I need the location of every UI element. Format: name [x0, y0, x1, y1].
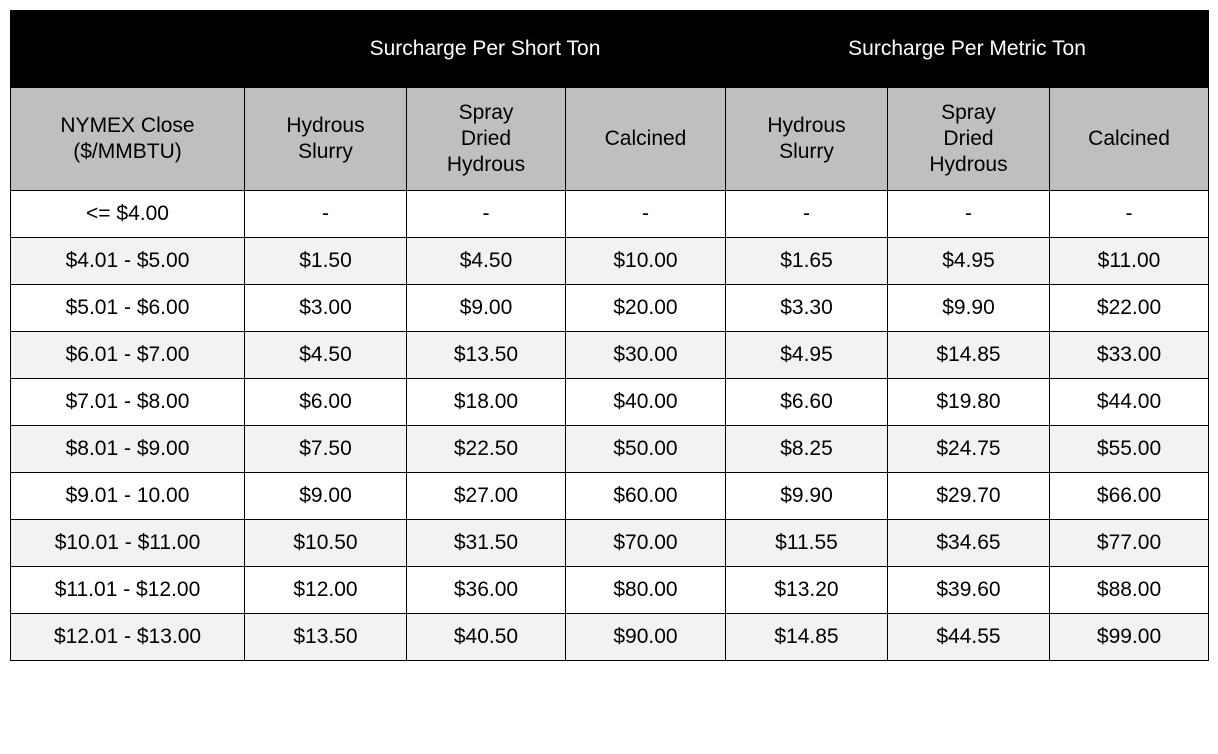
surcharge-cell: $14.85: [726, 614, 888, 661]
surcharge-cell: $3.00: [245, 285, 407, 332]
surcharge-cell: $12.00: [245, 567, 407, 614]
group-header-row: [11, 11, 1209, 88]
surcharge-cell: $6.00: [245, 379, 407, 426]
column-header-metric-calcined: [1050, 88, 1209, 191]
column-header-line: Hydrous: [286, 114, 365, 137]
surcharge-cell: $27.00: [407, 473, 566, 520]
surcharge-cell: $20.00: [566, 285, 726, 332]
surcharge-cell: $31.50: [407, 520, 566, 567]
group-header-short-ton: Surcharge Per Short Ton: [245, 11, 726, 88]
column-header-line: Dried: [943, 127, 994, 150]
surcharge-cell: $13.50: [245, 614, 407, 661]
table-row: [11, 379, 1209, 426]
surcharge-cell: -: [1050, 191, 1209, 238]
surcharge-cell: $22.00: [1050, 285, 1209, 332]
surcharge-cell: $11.00: [1050, 238, 1209, 285]
surcharge-cell: $3.30: [726, 285, 888, 332]
table-row: [11, 238, 1209, 285]
surcharge-cell: $13.20: [726, 567, 888, 614]
surcharge-cell: $30.00: [566, 332, 726, 379]
column-header-line: ($/MMBTU): [73, 140, 182, 163]
table-row: [11, 285, 1209, 332]
surcharge-cell: $14.85: [888, 332, 1050, 379]
surcharge-cell: $8.25: [726, 426, 888, 473]
surcharge-cell: $44.55: [888, 614, 1050, 661]
group-header-metric-ton: Surcharge Per Metric Ton: [726, 11, 1209, 88]
column-header-line: Spray: [941, 101, 996, 124]
surcharge-cell: $4.50: [245, 332, 407, 379]
surcharge-cell: $24.75: [888, 426, 1050, 473]
surcharge-cell: $66.00: [1050, 473, 1209, 520]
nymex-range-cell: $7.01 - $8.00: [11, 379, 245, 426]
surcharge-cell: $4.50: [407, 238, 566, 285]
column-header-line: Calcined: [604, 127, 687, 150]
column-header-short-spray-dried-hydrous: [407, 88, 566, 191]
surcharge-cell: $33.00: [1050, 332, 1209, 379]
surcharge-cell: $1.50: [245, 238, 407, 285]
table-row: [11, 426, 1209, 473]
column-header-line: Dried: [460, 127, 512, 150]
surcharge-cell: $19.80: [888, 379, 1050, 426]
surcharge-cell: $1.65: [726, 238, 888, 285]
surcharge-cell: $88.00: [1050, 567, 1209, 614]
nymex-range-cell: $5.01 - $6.00: [11, 285, 245, 332]
table-row: [11, 332, 1209, 379]
surcharge-cell: $9.90: [888, 285, 1050, 332]
surcharge-cell: -: [407, 191, 566, 238]
table-row: [11, 614, 1209, 661]
nymex-range-cell: $8.01 - $9.00: [11, 426, 245, 473]
surcharge-cell: -: [566, 191, 726, 238]
surcharge-cell: $7.50: [245, 426, 407, 473]
group-header-blank: [11, 11, 245, 88]
surcharge-cell: $90.00: [566, 614, 726, 661]
surcharge-cell: $77.00: [1050, 520, 1209, 567]
surcharge-cell: $44.00: [1050, 379, 1209, 426]
surcharge-cell: $10.50: [245, 520, 407, 567]
column-header-nymex-close: [11, 88, 245, 191]
table-body: [11, 191, 1209, 661]
surcharge-cell: $36.00: [407, 567, 566, 614]
surcharge-cell: $70.00: [566, 520, 726, 567]
column-header-line: NYMEX Close: [60, 114, 195, 137]
column-header-line: Hydrous: [929, 153, 1008, 176]
column-header-line: Spray: [458, 101, 514, 124]
surcharge-cell: $40.50: [407, 614, 566, 661]
surcharge-cell: $10.00: [566, 238, 726, 285]
nymex-range-cell: <= $4.00: [11, 191, 245, 238]
table-row: [11, 567, 1209, 614]
surcharge-cell: $4.95: [726, 332, 888, 379]
surcharge-cell: $60.00: [566, 473, 726, 520]
column-header-line: Slurry: [298, 140, 353, 163]
column-header-short-calcined: [566, 88, 726, 191]
surcharge-cell: -: [888, 191, 1050, 238]
column-header-line: Hydrous: [446, 153, 526, 176]
surcharge-cell: $9.00: [407, 285, 566, 332]
surcharge-cell: -: [245, 191, 407, 238]
table-row: [11, 520, 1209, 567]
surcharge-cell: $99.00: [1050, 614, 1209, 661]
surcharge-table: [10, 10, 1209, 661]
surcharge-cell: -: [726, 191, 888, 238]
column-header-row: [11, 88, 1209, 191]
surcharge-cell: $6.60: [726, 379, 888, 426]
column-header-metric-hydrous-slurry: [726, 88, 888, 191]
surcharge-cell: $39.60: [888, 567, 1050, 614]
surcharge-cell: $9.00: [245, 473, 407, 520]
nymex-range-cell: $9.01 - 10.00: [11, 473, 245, 520]
column-header-line: Calcined: [1088, 127, 1170, 150]
surcharge-cell: $13.50: [407, 332, 566, 379]
surcharge-cell: $11.55: [726, 520, 888, 567]
nymex-range-cell: $6.01 - $7.00: [11, 332, 245, 379]
surcharge-cell: $18.00: [407, 379, 566, 426]
table-row: [11, 473, 1209, 520]
surcharge-cell: $34.65: [888, 520, 1050, 567]
nymex-range-cell: $11.01 - $12.00: [11, 567, 245, 614]
surcharge-cell: $22.50: [407, 426, 566, 473]
surcharge-cell: $29.70: [888, 473, 1050, 520]
nymex-range-cell: $12.01 - $13.00: [11, 614, 245, 661]
column-header-metric-spray-dried-hydrous: [888, 88, 1050, 191]
surcharge-cell: $50.00: [566, 426, 726, 473]
nymex-range-cell: $10.01 - $11.00: [11, 520, 245, 567]
column-header-line: Slurry: [779, 140, 834, 163]
nymex-range-cell: $4.01 - $5.00: [11, 238, 245, 285]
surcharge-cell: $40.00: [566, 379, 726, 426]
surcharge-cell: $55.00: [1050, 426, 1209, 473]
table-row: [11, 191, 1209, 238]
column-header-line: Hydrous: [767, 114, 846, 137]
surcharge-cell: $4.95: [888, 238, 1050, 285]
surcharge-cell: $80.00: [566, 567, 726, 614]
column-header-short-hydrous-slurry: [245, 88, 407, 191]
surcharge-cell: $9.90: [726, 473, 888, 520]
